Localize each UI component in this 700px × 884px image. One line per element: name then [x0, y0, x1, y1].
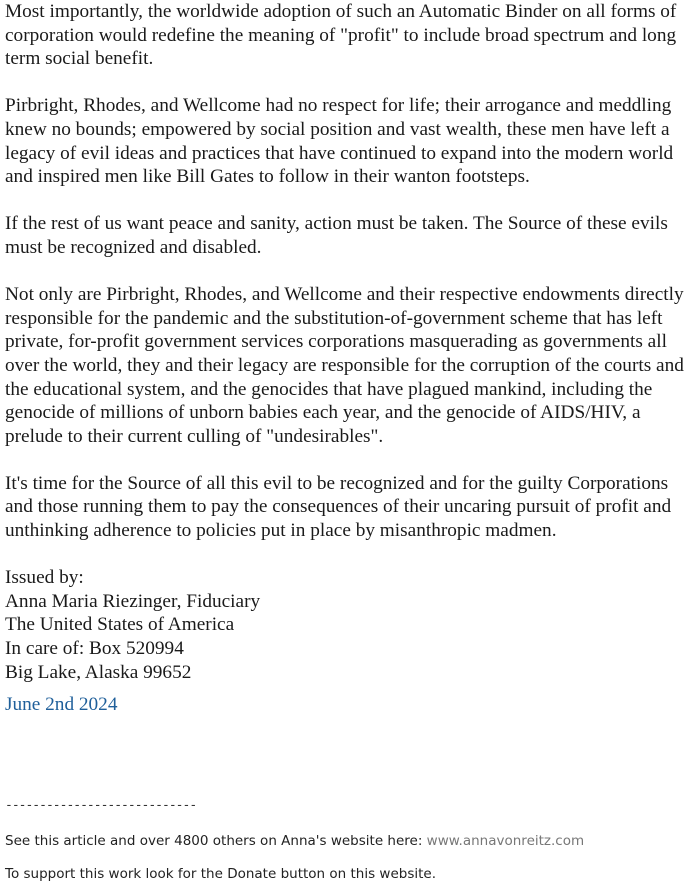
website-notice-text: See this article and over 4800 others on Anna's website here: — [5, 833, 427, 849]
signer-name: Anna Maria Riezinger, Fiduciary — [5, 590, 261, 612]
issue-date: June 2nd 2024 — [5, 694, 118, 716]
article-paragraph: Not only are Pirbright, Rhodes, and Wellcome and their respective endowments directly responsible for the pandemic and the substitution-of-government scheme that has left private, for-profit government services corporations masquerading as governments all over the world, they and their legacy are responsible for the corruption of the courts and the educational system, and the genocides that have plagued mankind, including the genocide of millions of unborn babies each year, and the genocide of AIDS/HIV, a prelude to their current culling of "undesirables". — [5, 284, 684, 447]
signature-block — [5, 566, 695, 684]
divider-line: ---------------------------- — [5, 798, 197, 813]
article-paragraph: Most importantly, the worldwide adoption of such an Automatic Binder on all forms of corporation would redefine the meaning of "profit" to include broad spectrum and long term social benefit. — [5, 1, 677, 70]
website-link[interactable]: www.annavonreitz.com — [426, 833, 585, 849]
city-address: Big Lake, Alaska 99652 — [5, 661, 192, 683]
website-notice — [5, 833, 584, 849]
article-paragraph: If the rest of us want peace and sanity, action must be taken. The Source of these evils must be recognized and disabled. — [5, 213, 668, 258]
paragraph-spacer — [5, 260, 695, 284]
article-paragraph: It's time for the Source of all this evil to be recognized and for the guilty Corporations and those running them to pay the consequences of their uncaring pursuit of profit and unthinking adherence to policies put in place by misanthropic madmen. — [5, 472, 672, 542]
paragraph-spacer — [5, 189, 695, 213]
care-of-address: In care of: Box 520994 — [5, 638, 184, 660]
issued-by-label: Issued by: — [5, 567, 84, 589]
article-paragraph: Pirbright, Rhodes, and Wellcome had no respect for life; their arrogance and meddling knew no bounds; empowered by social position and vast wealth, these men have left a legacy of evil ideas and practices that have continued to expand into the modern world and inspired men like Bill Gates to follow in their wanton footsteps. — [5, 95, 674, 188]
paragraph-spacer — [5, 448, 695, 472]
donate-notice: To support this work look for the Donate button on this website. — [5, 866, 437, 882]
paragraph-spacer — [5, 71, 695, 95]
paragraph-spacer — [5, 543, 695, 567]
article-body — [5, 0, 695, 717]
signer-country: The United States of America — [5, 614, 235, 636]
